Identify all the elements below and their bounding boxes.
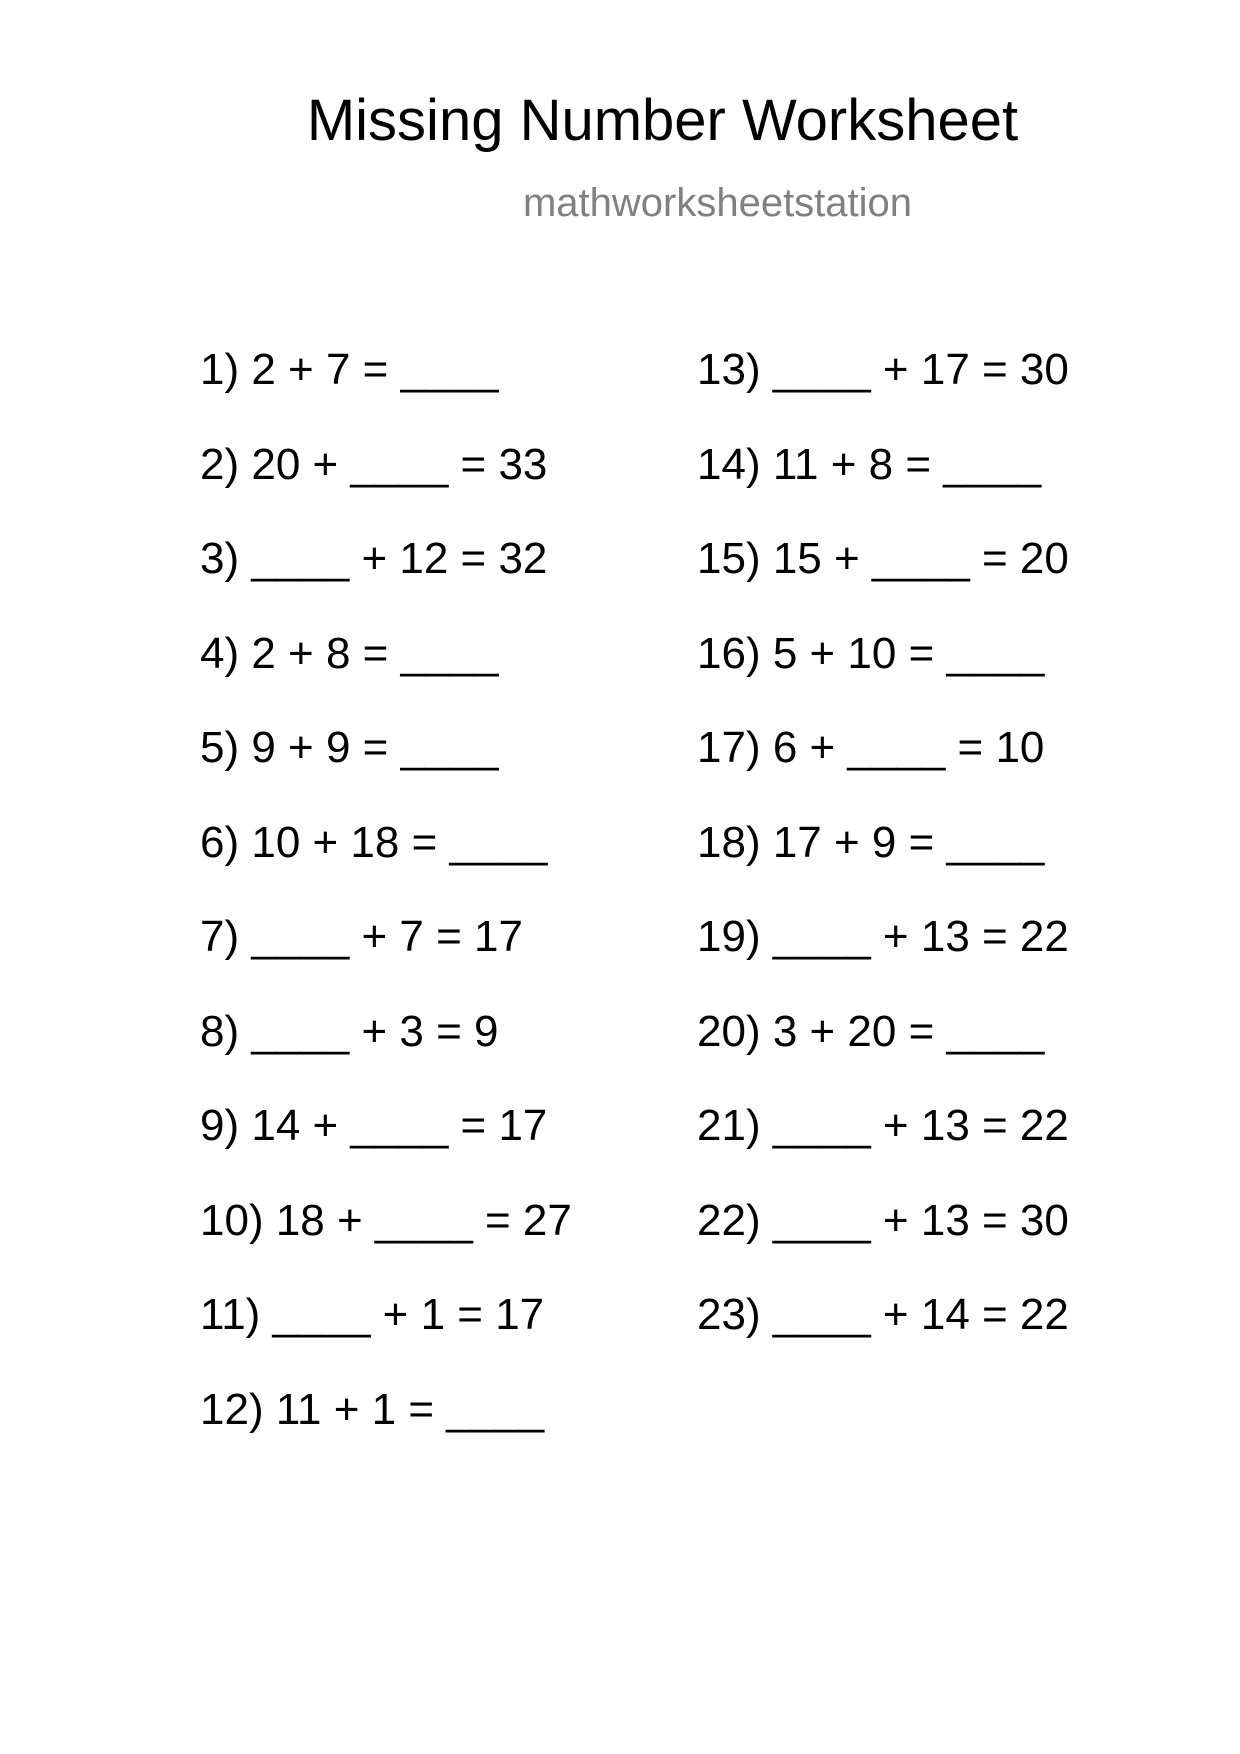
problem-7: 7) ____ + 7 = 17: [200, 912, 523, 961]
problem-17: 17) 6 + ____ = 10: [697, 723, 1045, 772]
problem-8: 8) ____ + 3 = 9: [200, 1006, 499, 1056]
problem-list-left: [200, 345, 572, 1482]
problem-12: 12) 11 + 1 = ____: [200, 1384, 545, 1434]
problem-5: 5) 9 + 9 = ____: [200, 723, 499, 772]
problem-10: 10) 18 + ____ = 27: [200, 1195, 572, 1245]
problem-3: 3) ____ + 12 = 32: [200, 534, 548, 583]
problem-20: 20) 3 + 20 = ____: [697, 1006, 1045, 1056]
problem-22: 22) ____ + 13 = 30: [697, 1195, 1069, 1245]
worksheet-subtitle: mathworksheetstation: [522, 181, 913, 225]
problem-4: 4) 2 + 8 = ____: [200, 628, 499, 678]
problem-19: 19) ____ + 13 = 22: [697, 912, 1069, 961]
problem-13: 13) ____ + 17 = 30: [697, 345, 1069, 394]
worksheet-title: Missing Number Worksheet: [306, 88, 1019, 153]
problem-1: 1) 2 + 7 = ____: [200, 345, 499, 394]
problem-18: 18) 17 + 9 = ____: [697, 817, 1045, 867]
problem-list-right: [697, 345, 1069, 1388]
problem-16: 16) 5 + 10 = ____: [697, 628, 1045, 678]
problem-9: 9) 14 + ____ = 17: [200, 1101, 548, 1150]
problem-11: 11) ____ + 1 = 17: [200, 1290, 545, 1339]
problem-15: 15) 15 + ____ = 20: [697, 534, 1069, 583]
problem-6: 6) 10 + 18 = ____: [200, 817, 548, 867]
problem-2: 2) 20 + ____ = 33: [200, 439, 548, 489]
problem-21: 21) ____ + 13 = 22: [697, 1101, 1069, 1150]
problem-23: 23) ____ + 14 = 22: [697, 1290, 1069, 1339]
problem-14: 14) 11 + 8 = ____: [697, 439, 1042, 489]
